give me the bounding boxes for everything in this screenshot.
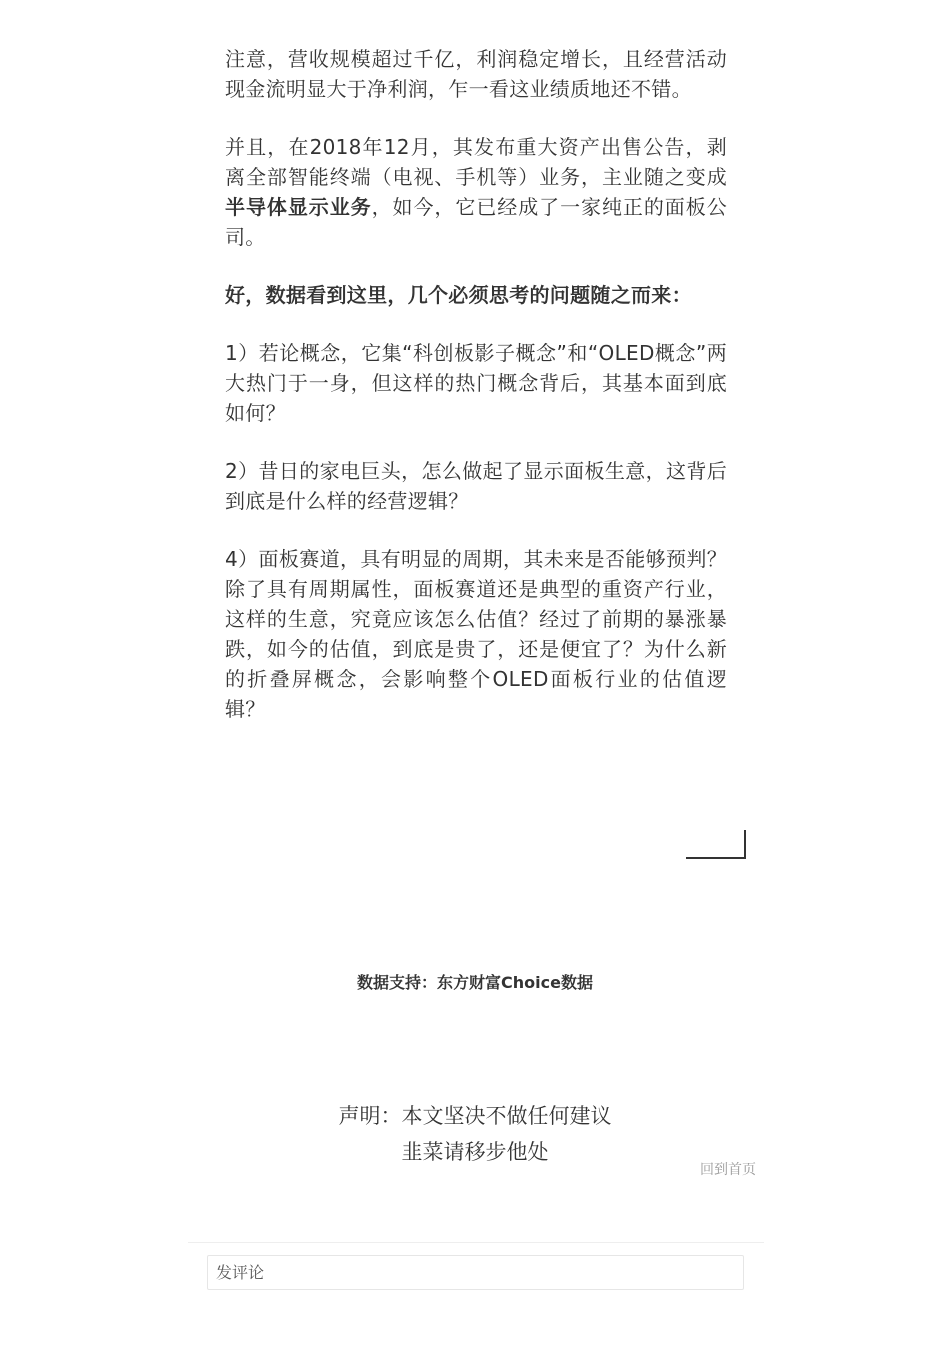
back-to-home-link[interactable]: 回到首页 — [700, 1162, 756, 1178]
end-corner-mark — [686, 830, 746, 859]
data-support-note: 数据支持：东方财富Choice数据 — [357, 973, 593, 992]
comment-input[interactable]: 发评论 — [207, 1255, 744, 1290]
article-body — [225, 44, 727, 752]
paragraph-questions-intro — [225, 280, 727, 310]
paragraph-asset-sale-text-a: 并且，在2018年12月，其发布重大资产出售公告，剥离全部智能终端（电视、手机等）业务，主业随之变成 — [225, 135, 727, 189]
question-4: 4）面板赛道，具有明显的周期，其未来是否能够预判？除了具有周期属性，面板赛道还是典型的重资产行业，这样的生意，究竟应该怎么估值？经过了前期的暴涨暴跌，如今的估值，到底是贵了，还是便宜了？为什么新的折叠屏概念，会影响整个OLED面板行业的估值逻辑？ — [225, 547, 727, 721]
disclaimer-line-2: 韭菜请移步他处 — [401, 1140, 549, 1164]
divider — [188, 1242, 764, 1243]
paragraph-asset-sale-text-b: ，如今，它已经成了一家纯正的面板公司。 — [225, 195, 727, 249]
disclaimer-line-1: 声明：本文坚决不做任何建议 — [338, 1104, 612, 1128]
questions-intro-bold: 好，数据看到这里，几个必须思考的问题随之而来： — [225, 283, 692, 307]
question-1: 1）若论概念，它集“科创板影子概念”和“OLED概念”两大热门于一身，但这样的热门概念背后，其基本面到底如何？ — [225, 341, 727, 425]
paragraph-asset-sale — [225, 132, 727, 252]
highlight-semiconductor-display: 半导体显示业务 — [225, 195, 372, 219]
disclaimer — [0, 1098, 950, 1170]
paragraph-performance: 注意，营收规模超过千亿，利润稳定增长，且经营活动现金流明显大于净利润，乍一看这业绩质地还不错。 — [225, 47, 727, 101]
question-2: 2）昔日的家电巨头，怎么做起了显示面板生意，这背后到底是什么样的经营逻辑？ — [225, 459, 727, 513]
